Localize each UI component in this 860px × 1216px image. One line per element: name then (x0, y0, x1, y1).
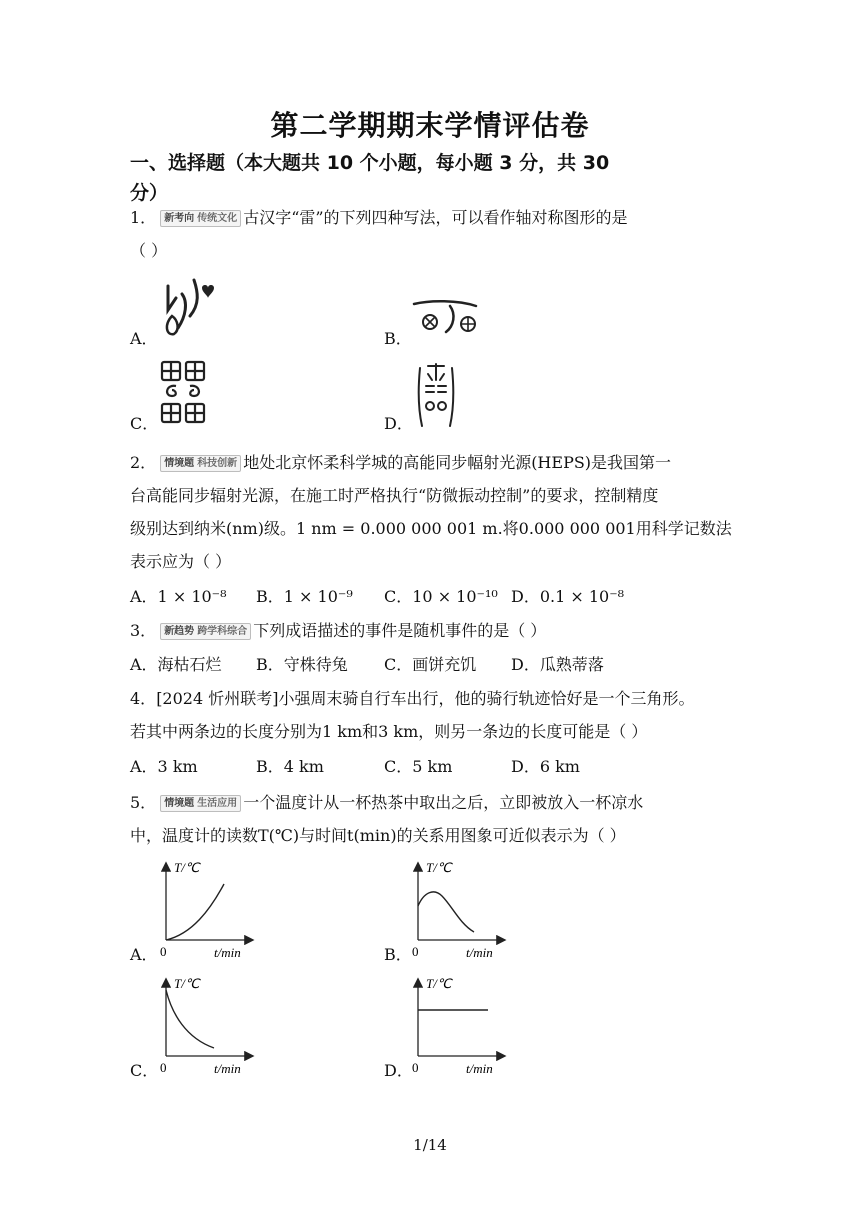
q2-option-b: B．1 × 10⁻⁹ (256, 587, 353, 606)
section-heading-line2: 分） (130, 182, 169, 204)
q1-option-b-label: B． (384, 329, 412, 348)
q4-option-a: A．3 km (130, 757, 198, 776)
graph-d (404, 974, 514, 1078)
question-2-line4: 表示应为（ ） (130, 552, 232, 571)
question-3 (130, 620, 546, 642)
question-number: 1． (130, 208, 157, 227)
x-axis-label: t/min (214, 945, 241, 960)
question-tag: 新考向 传统文化 (160, 210, 241, 227)
page-title: 第二学期期末学情评估卷 (270, 109, 590, 142)
lei-glyph-a-icon (158, 276, 218, 342)
origin-label: 0 (412, 944, 419, 959)
q5-option-d-label: D． (384, 1061, 413, 1080)
q5-option-b-label: B． (384, 945, 412, 964)
question-text: 一个温度计从一杯热茶中取出之后，立即被放入一杯凉水 (243, 793, 644, 812)
y-axis-label: T/℃ (174, 860, 200, 875)
question-text: 下列成语描述的事件是随机事件的是（ ） (253, 621, 547, 640)
q4-option-c: C．5 km (384, 757, 453, 776)
graph-c (152, 974, 262, 1078)
question-5 (130, 792, 643, 814)
q4-option-d: D．6 km (511, 757, 580, 776)
question-1-paren: （ ） (130, 241, 168, 260)
origin-label: 0 (160, 1060, 167, 1075)
origin-label: 0 (412, 1060, 419, 1075)
y-axis-label: T/℃ (426, 860, 452, 875)
q3-option-d: D．瓜熟蒂落 (511, 655, 604, 674)
q5-option-a-label: A． (130, 945, 158, 964)
question-number: 5． (130, 793, 157, 812)
question-2 (130, 452, 671, 474)
question-number: 4． (130, 689, 157, 708)
page-number: 1/14 (413, 1136, 447, 1154)
question-2-line2: 台高能同步辐射光源，在施工时严格执行“防微振动控制”的要求，控制精度 (130, 486, 659, 505)
question-1 (130, 207, 628, 229)
question-4-line2: 若其中两条边的长度分别为1 km和3 km，则另一条边的长度可能是（ ） (130, 722, 648, 741)
q3-option-c: C．画饼充饥 (384, 655, 477, 674)
graph-b (404, 858, 514, 962)
lei-glyph-c-icon (160, 360, 208, 426)
section-heading-line1: 一、选择题（本大题共 10 个小题，每小题 3 分，共 30 (130, 152, 610, 174)
q1-option-a-label: A． (130, 329, 158, 348)
x-axis-label: t/min (214, 1061, 241, 1076)
question-text: 古汉字“雷”的下列四种写法，可以看作轴对称图形的是 (243, 208, 628, 227)
question-tag: 情境题 科技创新 (160, 455, 241, 472)
q1-option-d-label: D． (384, 414, 413, 433)
question-text: 地处北京怀柔科学城的高能同步幅射光源(HEPS)是我国第一 (243, 453, 672, 472)
q2-option-a: A．1 × 10⁻⁸ (130, 587, 227, 606)
q3-option-a: A．海枯石烂 (130, 655, 222, 674)
lei-glyph-d-icon (414, 362, 458, 430)
question-tag: 情境题 生活应用 (160, 795, 241, 812)
q3-option-b: B．守株待兔 (256, 655, 348, 674)
y-axis-label: T/℃ (426, 976, 452, 991)
origin-label: 0 (160, 944, 167, 959)
question-5-line2: 中，温度计的读数T(℃)与时间t(min)的关系用图象可近似表示为（ ） (130, 826, 626, 845)
x-axis-label: t/min (466, 1061, 493, 1076)
section-heading (130, 148, 730, 208)
graph-a (152, 858, 262, 962)
q2-option-d: D．0.1 × 10⁻⁸ (511, 587, 625, 606)
question-text: [2024 忻州联考]小强周末骑自行车出行，他的骑行轨迹恰好是一个三角形。 (156, 689, 695, 708)
q1-option-c-label: C． (130, 414, 159, 433)
q4-option-b: B．4 km (256, 757, 324, 776)
x-axis-label: t/min (466, 945, 493, 960)
question-2-line3: 级别达到纳米(nm)级。1 nm = 0.000 000 001 m.将0.000 000 001用科学记数法 (130, 519, 732, 538)
q2-option-c: C．10 × 10⁻¹⁰ (384, 587, 498, 606)
question-tag: 新趋势 跨学科综合 (160, 623, 251, 640)
question-4 (130, 688, 694, 710)
question-number: 3． (130, 621, 157, 640)
lei-glyph-b-icon (410, 298, 484, 338)
y-axis-label: T/℃ (174, 976, 200, 991)
q5-option-c-label: C． (130, 1061, 159, 1080)
question-number: 2． (130, 453, 157, 472)
